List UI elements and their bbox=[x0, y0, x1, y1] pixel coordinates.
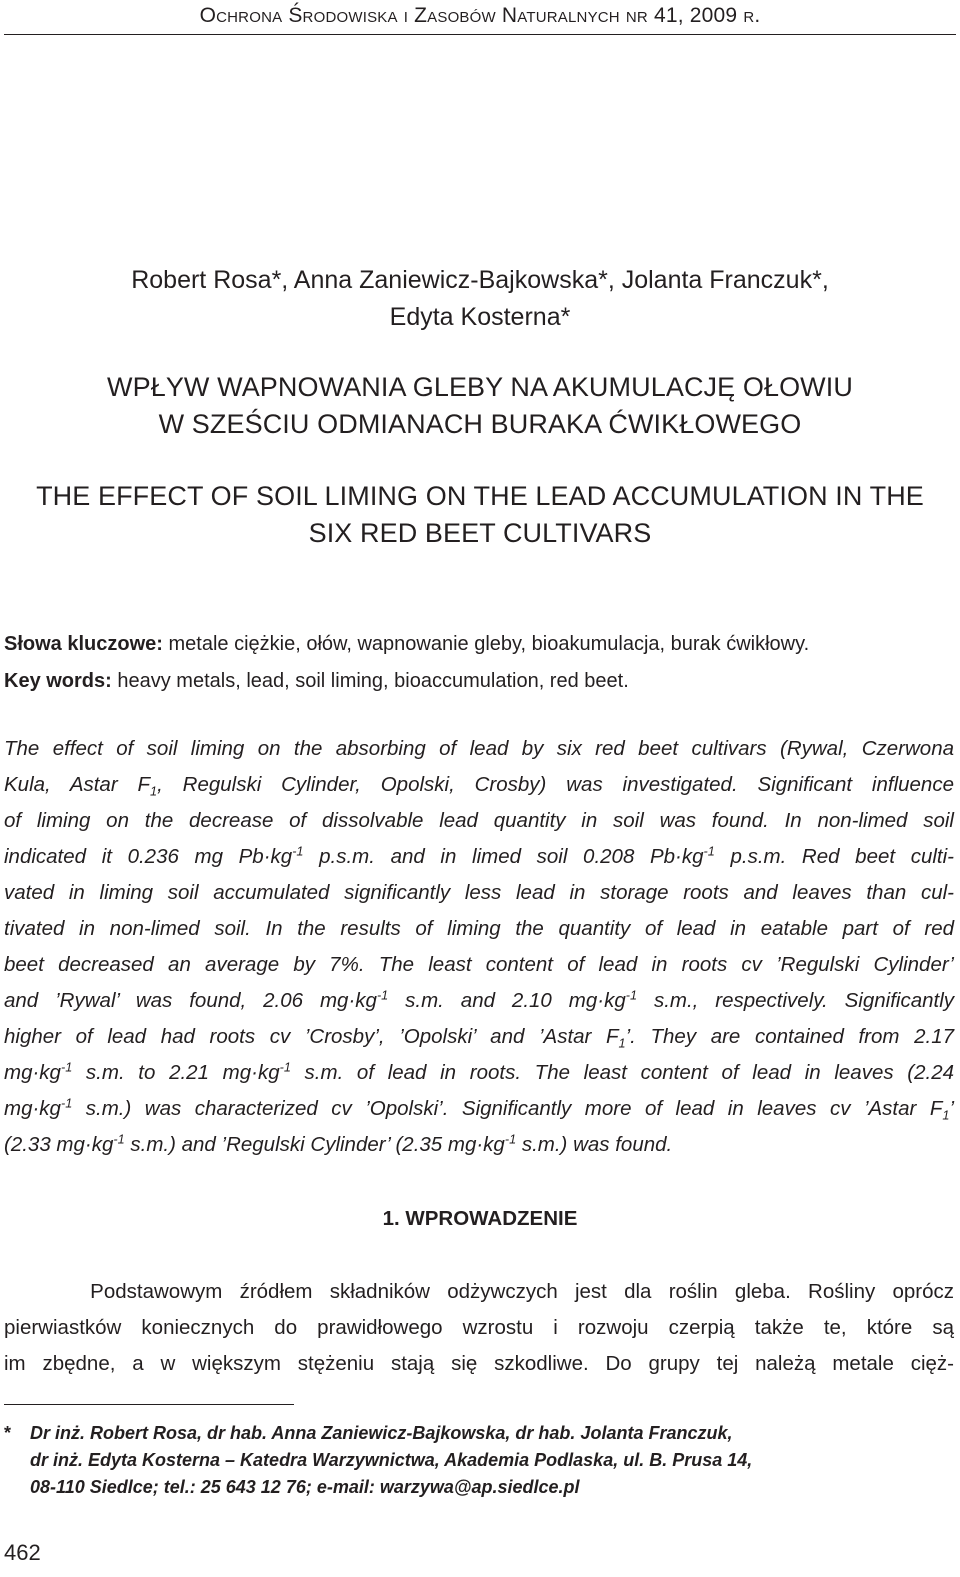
footnote-line: 08-110 Siedlce; tel.: 25 643 12 76; e-mail: warzywa@ap.siedlce.pl bbox=[30, 1477, 580, 1497]
paragraph-line: pierwiastków koniecznych do prawidłowego wzrostu i rozwoju czerpią także te, które są bbox=[4, 1316, 954, 1339]
abstract-line bbox=[4, 1091, 954, 1127]
abstract-line bbox=[4, 731, 954, 767]
superscript: -1 bbox=[60, 1059, 73, 1075]
footnote-rule bbox=[4, 1404, 294, 1405]
keywords-english-label: Key words: bbox=[4, 670, 112, 692]
footnote-mark: * bbox=[4, 1423, 12, 1443]
abstract-line bbox=[4, 803, 954, 839]
keywords-block bbox=[4, 626, 954, 700]
footnote bbox=[4, 1420, 954, 1501]
introduction-paragraph bbox=[4, 1274, 954, 1382]
abstract-text: , Regulski Cylinder, Opolski, Crosby) was investigated. Significant influence bbox=[157, 773, 954, 796]
keywords-english bbox=[4, 663, 954, 700]
abstract-text: higher of lead had roots cv ’Crosby’, ’Opolski’ and ’Astar F bbox=[4, 1025, 619, 1048]
paragraph-line: Podstawowym źródłem składników odżywczych jest dla roślin gleba. Rośliny oprócz bbox=[4, 1280, 954, 1303]
abstract-text: s.m.) and ’Regulski Cylinder’ (2.35 mg·kg bbox=[124, 1133, 505, 1156]
abstract-text: s.m.) was found. bbox=[516, 1133, 673, 1156]
title-english bbox=[0, 478, 960, 552]
abstract-text: indicated it 0.236 mg Pb·kg bbox=[4, 845, 293, 868]
keywords-polish-text: metale ciężkie, ołów, wapnowanie gleby, bioakumulacja, burak ćwikłowy. bbox=[162, 633, 810, 655]
abstract-text: vated in liming soil accumulated significantly less lead in storage roots and leaves than cul- bbox=[4, 881, 954, 904]
abstract-text: s.m.) was characterized cv ’Opolski’. Significantly more of lead in leaves cv ’Astar F bbox=[72, 1097, 943, 1120]
abstract-line bbox=[4, 983, 954, 1019]
subscript: 1 bbox=[150, 783, 158, 799]
abstract-text: ’. They are contained from 2.17 bbox=[625, 1025, 954, 1048]
superscript: -1 bbox=[292, 843, 304, 859]
superscript: -1 bbox=[279, 1059, 291, 1075]
abstract-text: s.m. and 2.10 mg·kg bbox=[388, 989, 626, 1012]
abstract-line bbox=[4, 767, 954, 803]
subscript: 1 bbox=[942, 1107, 950, 1123]
abstract-line bbox=[4, 875, 954, 911]
abstract-text: p.s.m. and in limed soil 0.208 Pb·kg bbox=[303, 845, 704, 868]
abstract-text: Kula, Astar F bbox=[4, 773, 151, 796]
keywords-english-text: heavy metals, lead, soil liming, bioaccumulation, red beet. bbox=[111, 670, 629, 692]
footnote-line: dr inż. Edyta Kosterna – Katedra Warzywnictwa, Akademia Podlaska, ul. B. Prusa 14, bbox=[30, 1450, 753, 1470]
authors-line: Robert Rosa*, Anna Zaniewicz-Bajkowska*, Jolanta Franczuk*, bbox=[131, 266, 829, 294]
superscript: -1 bbox=[376, 987, 389, 1003]
abstract-text: of liming on the decrease of dissolvable lead quantity in soil was found. In non-limed soil bbox=[4, 809, 954, 832]
title-polish-line: WPŁYW WAPNOWANIA GLEBY NA AKUMULACJĘ OŁOWIU bbox=[107, 372, 853, 402]
authors-line: Edyta Kosterna* bbox=[389, 303, 571, 331]
authors bbox=[0, 262, 960, 336]
footnote-line: Dr inż. Robert Rosa, dr hab. Anna Zaniewicz-Bajkowska, dr hab. Jolanta Franczuk, bbox=[30, 1423, 733, 1443]
abstract-text: s.m., respectively. Significantly bbox=[637, 989, 955, 1012]
superscript: -1 bbox=[113, 1131, 125, 1147]
keywords-polish-label: Słowa kluczowe: bbox=[4, 633, 163, 655]
abstract-text: tivated in non-limed soil. In the results of liming the quantity of lead in eatable part of red bbox=[4, 917, 954, 940]
section-heading: 1. WPROWADZENIE bbox=[382, 1207, 578, 1230]
abstract-line bbox=[4, 1127, 954, 1163]
keywords-polish bbox=[4, 626, 954, 663]
abstract-line bbox=[4, 839, 954, 875]
abstract-text: and ’Rywal’ was found, 2.06 mg·kg bbox=[4, 989, 377, 1012]
abstract-text: (2.33 mg·kg bbox=[4, 1133, 114, 1156]
abstract-text: s.m. of lead in roots. The least content of lead in leaves (2.24 bbox=[290, 1061, 954, 1084]
abstract-text: s.m. to 2.21 mg·kg bbox=[72, 1061, 280, 1084]
title-polish-line: W SZEŚCIU ODMIANACH BURAKA ĆWIKŁOWEGO bbox=[158, 409, 802, 439]
abstract-line bbox=[4, 1019, 954, 1055]
page-number: 462 bbox=[4, 1540, 41, 1565]
abstract-line bbox=[4, 911, 954, 947]
paragraph-line: im zbędne, a w większym stężeniu stają się szkodliwe. Do grupy tej należą metale cięż- bbox=[4, 1352, 954, 1375]
superscript: -1 bbox=[703, 843, 715, 859]
abstract bbox=[4, 731, 954, 1163]
abstract-text: mg·kg bbox=[4, 1097, 61, 1120]
abstract-text: beet decreased an average by 7%. The least content of lead in roots cv ’Regulski Cylinder’ bbox=[4, 953, 954, 976]
running-header: Ochrona Środowiska i Zasobów Naturalnych nr 41, 2009 r. bbox=[199, 4, 761, 27]
abstract-text: mg·kg bbox=[4, 1061, 61, 1084]
title-english-line: SIX RED BEET CULTIVARS bbox=[308, 518, 652, 548]
abstract-text: ’ bbox=[949, 1097, 954, 1120]
abstract-text: The effect of soil liming on the absorbing of lead by six red beet cultivars (Rywal, Czerwona bbox=[4, 737, 954, 760]
title-english-line: THE EFFECT OF SOIL LIMING ON THE LEAD ACCUMULATION IN THE bbox=[36, 481, 924, 511]
superscript: -1 bbox=[504, 1131, 517, 1147]
title-polish bbox=[0, 369, 960, 443]
subscript: 1 bbox=[618, 1035, 626, 1051]
header-rule bbox=[4, 34, 956, 35]
superscript: -1 bbox=[625, 987, 638, 1003]
abstract-text: p.s.m. Red beet culti- bbox=[714, 845, 954, 868]
superscript: -1 bbox=[60, 1095, 73, 1111]
abstract-line bbox=[4, 1055, 954, 1091]
abstract-line bbox=[4, 947, 954, 983]
